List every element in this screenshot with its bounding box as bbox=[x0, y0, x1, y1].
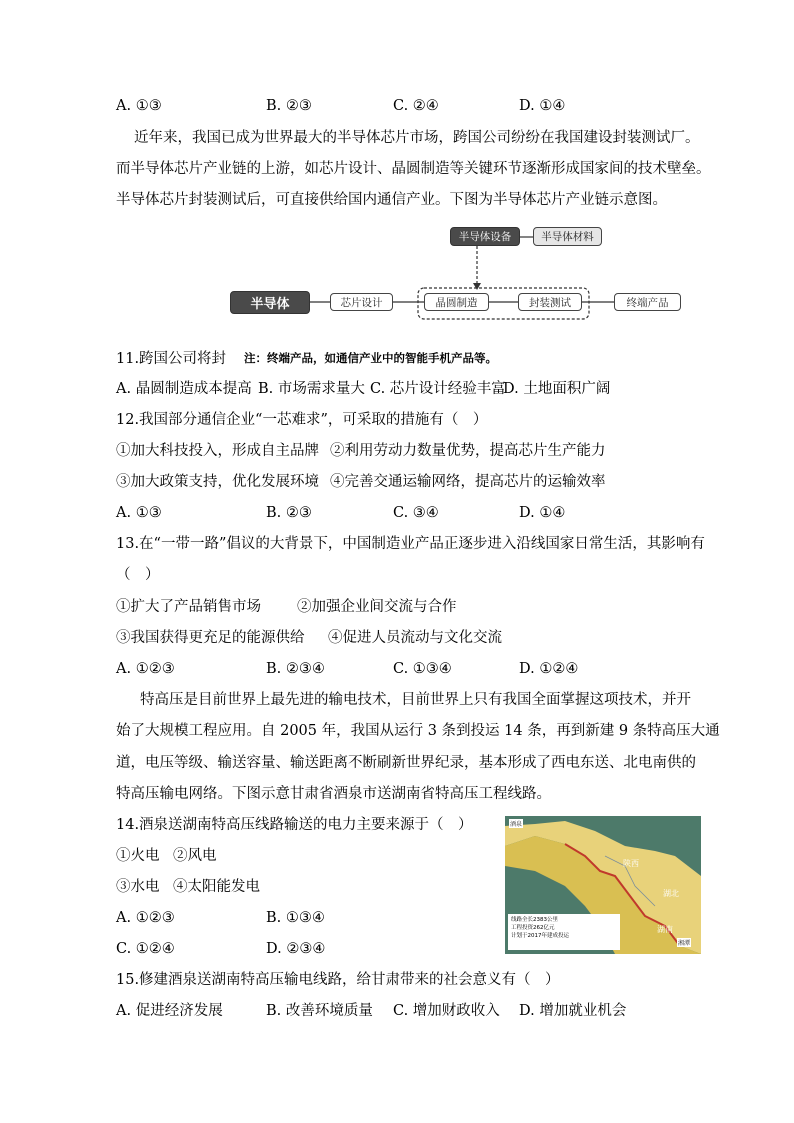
q12-option-a: A. ①③ bbox=[116, 505, 162, 521]
q11-stem: 11.跨国公司将封 bbox=[116, 351, 227, 367]
q13-option-a: A. ①②③ bbox=[116, 661, 175, 677]
q12-item: ③加大政策支持，优化发展环境 bbox=[116, 474, 319, 490]
q10-option-b: B. ②③ bbox=[266, 98, 312, 114]
q14-item: ②风电 bbox=[173, 848, 217, 864]
q11-option-d: D. 土地面积广阔 bbox=[503, 381, 611, 397]
q13-option-c: C. ①③④ bbox=[393, 661, 452, 677]
q13-option-d: D. ①②④ bbox=[519, 661, 579, 677]
passage1-line: 而半导体芯片产业链的上游，如芯片设计、晶圆制造等关键环节逐渐形成国家间的技术壁垒。 bbox=[116, 161, 711, 177]
q14-stem: 14.酒泉送湖南特高压线路输送的电力主要来源于（ ） bbox=[116, 817, 473, 833]
map-label-hubei: 湖北 bbox=[663, 889, 679, 898]
passage1-line: 半导体芯片封装测试后，可直接供给国内通信产业。下图为半导体芯片产业链示意图。 bbox=[116, 192, 667, 208]
semiconductor-box: 半导体 bbox=[230, 291, 310, 314]
passage2-line: 特高压输电网络。下图示意甘肃省酒泉市送湖南省特高压工程线路。 bbox=[116, 786, 551, 802]
q12-option-b: B. ②③ bbox=[266, 505, 312, 521]
map-legend-line: 计划于2017年建成投运 bbox=[511, 933, 569, 939]
passage1-line: 近年来，我国已成为世界最大的半导体芯片市场，跨国公司纷纷在我国建设封装测试厂。 bbox=[134, 130, 700, 146]
q14-option-c: C. ①②④ bbox=[116, 941, 175, 957]
q12-option-d: D. ①④ bbox=[519, 505, 566, 521]
q11-option-a: A. 晶圆制造成本提高 bbox=[116, 381, 252, 397]
q14-item: ①火电 bbox=[116, 848, 160, 864]
passage2-line: 特高压是目前世界上最先进的输电技术，目前世界上只有我国全面掌握这项技术，并开 bbox=[140, 692, 691, 708]
q11-option-b: B. 市场需求量大 bbox=[258, 381, 365, 397]
q15-option-d: D. 增加就业机会 bbox=[519, 1003, 627, 1019]
q13-item: ②加强企业间交流与合作 bbox=[297, 599, 457, 615]
q14-item: ④太阳能发电 bbox=[173, 879, 260, 895]
q13-stem-bracket: （ ） bbox=[116, 567, 160, 583]
q10-option-a: A. ①③ bbox=[116, 98, 162, 114]
q12-stem: 12.我国部分通信企业“一芯难求”，可采取的措施有（ ） bbox=[116, 412, 488, 428]
map-legend bbox=[508, 914, 620, 950]
q15-option-c: C. 增加财政收入 bbox=[393, 1003, 500, 1019]
q13-item: ①扩大了产品销售市场 bbox=[116, 599, 261, 615]
q13-option-b: B. ②③④ bbox=[266, 661, 325, 677]
q14-option-a: A. ①②③ bbox=[116, 910, 175, 926]
map-legend-line: 线路全长2383公里 bbox=[511, 917, 558, 923]
q13-stem: 13.在“一带一路”倡议的大背景下，中国制造业产品正逐步进入沿线国家日常生活，其影响有 bbox=[116, 536, 705, 552]
q14-item: ③水电 bbox=[116, 879, 160, 895]
q10-option-d: D. ①④ bbox=[519, 98, 566, 114]
terminal-product-box: 终端产品 bbox=[614, 293, 681, 311]
packaging-testing-box: 封装测试 bbox=[518, 293, 582, 311]
passage2-line: 始了大规模工程应用。自 2005 年，我国从运行 3 条到投运 14 条，再到新建 9 条特高压大通 bbox=[116, 723, 720, 739]
q13-item: ③我国获得更充足的能源供给 bbox=[116, 630, 305, 646]
diagram-note: 注：终端产品，如通信产业中的智能手机产品等。 bbox=[244, 351, 497, 365]
q14-option-d: D. ②③④ bbox=[266, 941, 326, 957]
passage2-line: 道，电压等级、输送容量、输送距离不断刷新世界纪录，基本形成了西电东送、北电南供的 bbox=[116, 755, 696, 771]
q12-option-c: C. ③④ bbox=[393, 505, 439, 521]
wafer-manufacturing-box: 晶圆制造 bbox=[424, 293, 489, 311]
chip-design-box: 芯片设计 bbox=[330, 293, 393, 311]
q15-option-b: B. 改善环境质量 bbox=[266, 1003, 373, 1019]
q11-option-c: C. 芯片设计经验丰富 bbox=[370, 381, 506, 397]
semiconductor-material-box: 半导体材料 bbox=[533, 227, 602, 246]
map-label-jiuquan: 酒泉 bbox=[510, 821, 523, 828]
q10-option-c: C. ②④ bbox=[393, 98, 439, 114]
transmission-line-map bbox=[505, 816, 701, 954]
q15-option-a: A. 促进经济发展 bbox=[116, 1003, 223, 1019]
q14-option-b: B. ①③④ bbox=[266, 910, 325, 926]
map-label-hunan: 湖南 bbox=[657, 925, 673, 934]
q12-item: ①加大科技投入，形成自主品牌 bbox=[116, 443, 319, 459]
q12-item: ④完善交通运输网络，提高芯片的运输效率 bbox=[330, 474, 606, 490]
map-legend-line: 工程投资262亿元 bbox=[511, 925, 555, 931]
q15-stem: 15.修建酒泉送湖南特高压输电线路，给甘肃带来的社会意义有（ ） bbox=[116, 972, 560, 988]
q12-item: ②利用劳动力数量优势，提高芯片生产能力 bbox=[330, 443, 606, 459]
map-label-shaanxi: 陕西 bbox=[623, 859, 639, 868]
q13-item: ④促进人员流动与文化交流 bbox=[328, 630, 502, 646]
map-label-xiangtan: 湘潭 bbox=[678, 940, 691, 947]
semiconductor-equipment-box: 半导体设备 bbox=[450, 227, 520, 246]
